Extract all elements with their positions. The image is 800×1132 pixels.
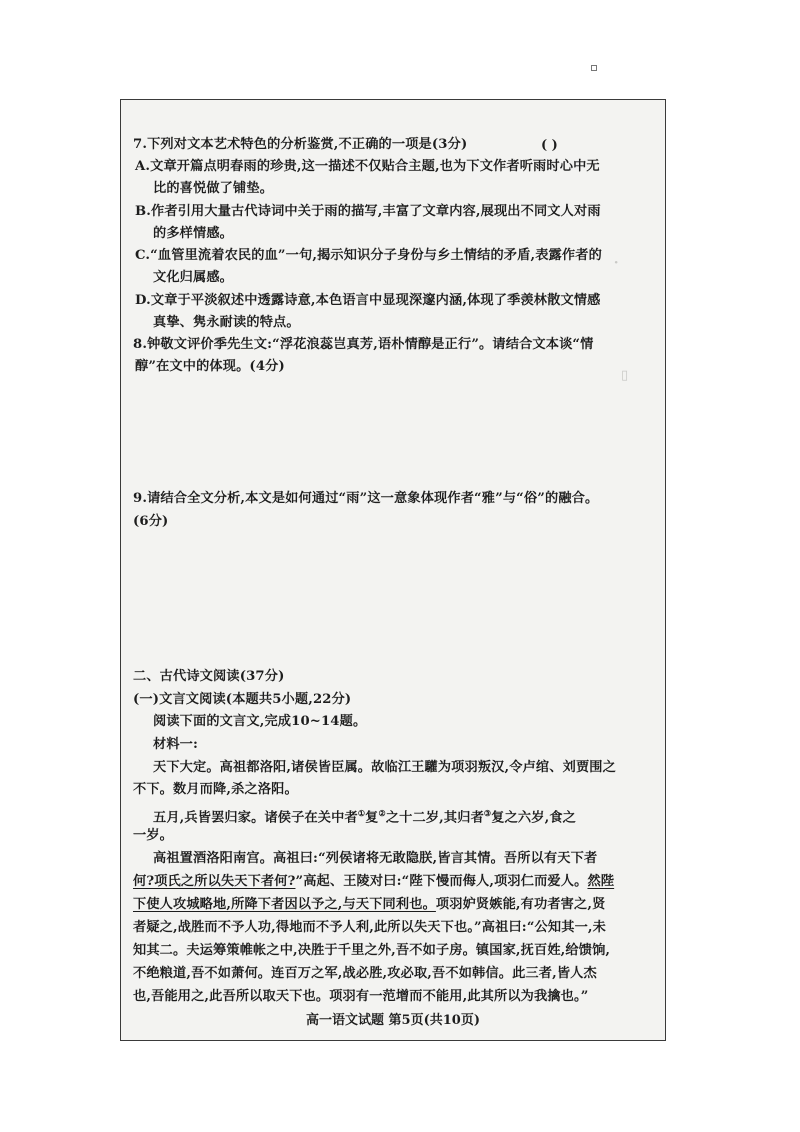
q7-option-c-line2: 文化归属感。 [153, 270, 234, 285]
q7-option-a-line1: A.文章开篇点明春雨的珍贵,这一描述不仅贴合主题,也为下文作者听雨时心中无 [135, 159, 600, 174]
passage-line: 也,吾能用之,此吾所以取天下也。项羽有一范增而不能用,此其所以为我擒也。” [133, 989, 589, 1004]
material-label: 材料一: [153, 737, 199, 752]
instruction: 阅读下面的文言文,完成10~14题。 [153, 714, 367, 729]
passage-text: 五月,兵皆罢归家。诸侯子在关中者 [153, 810, 358, 826]
bleed-mark: · [613, 250, 620, 274]
passage-line: 不绝粮道,吾不如萧何。连百万之军,战必胜,攻必取,吾不如韩信。此三者,皆人杰 [133, 966, 597, 981]
q9-stem-line1: 9.请结合全文分析,本文是如何通过“雨”这一意象体现作者“雅”与“俗”的融合。 [133, 491, 599, 506]
answer-bracket: ( ) [541, 138, 558, 153]
footnote-mark: ① [357, 808, 366, 818]
q7-option-d-line2: 真挚、隽永耐读的特点。 [153, 315, 300, 330]
q8-stem-line2: 醇”在文中的体现。(4分) [135, 359, 285, 374]
passage-line [133, 873, 614, 891]
passage-line [153, 804, 576, 827]
passage-line: 高祖置酒洛阳南宫。高祖曰:“列侯诸将无敢隐朕,皆言其情。吾所以有天下者 [153, 851, 598, 866]
q8-stem-line1: 8.钟敬文评价季先生文:“浮花浪蕊岂真芳,语朴情醇是正行”。请结合文本谈“情 [133, 337, 594, 352]
q9-stem-line2: (6分) [133, 514, 169, 529]
underlined-sentence: 下使人攻城略地,所降下者因以予之,与天下同利也。 [133, 897, 436, 912]
passage-text: 复 [365, 810, 379, 826]
bleed-mark: ▯ [621, 368, 629, 383]
passage-line: 不下。数月而降,杀之洛阳。 [133, 782, 298, 797]
corner-mark [591, 65, 597, 71]
footnote-mark: ② [378, 808, 386, 818]
q7-option-c-line1: C.“血管里流着农民的血”一句,揭示知识分子身份与乡土情结的矛盾,表露作者的 [135, 248, 602, 263]
passage-line: 者疑之,战胜而不予人功,得地而不予人利,此所以失天下也。”高祖曰:“公知其一,未 [133, 920, 606, 935]
q7-option-a-line2: 比的喜悦做了铺垫。 [153, 181, 274, 196]
passage-text: ”高起、王陵对曰:“陛下慢而侮人,项羽仁而爱人。 [295, 874, 588, 889]
q7-option-d-line1: D.文章于平淡叙述中透露诗意,本色语言中显现深邃内涵,体现了季羡林散文情感 [135, 293, 601, 308]
passage-text: 复之六岁,食之 [491, 810, 577, 826]
passage-text: 项羽妒贤嫉能,有功者害之,贤 [435, 897, 606, 912]
passage-line: 天下大定。高祖都洛阳,诸侯皆臣属。故临江王驩为项羽叛汉,令卢绾、刘贾围之 [153, 760, 616, 775]
passage-line: 一岁。 [133, 828, 174, 843]
underlined-sentence: 然陛 [587, 874, 615, 889]
q7-option-b-line1: B.作者引用大量古代诗词中关于雨的描写,丰富了文章内容,展现出不同文人对雨 [135, 204, 601, 219]
underlined-sentence: 何?项氏之所以失天下者何? [133, 874, 296, 889]
q7-stem: 7.下列对文本艺术特色的分析鉴赏,不正确的一项是(3分) [133, 137, 468, 152]
exam-page [120, 99, 666, 1041]
passage-text: 之十二岁,其归者 [385, 810, 484, 826]
page-footer: 高一语文试题 第5页(共10页) [306, 1013, 480, 1028]
footnote-mark: ③ [483, 808, 492, 818]
subsection-title: (一)文言文阅读(本题共5小题,22分) [133, 692, 352, 707]
q7-option-b-line2: 的多样情感。 [153, 226, 234, 241]
passage-line: 知其二。夫运筹策帷帐之中,决胜于千里之外,吾不如子房。镇国家,抚百姓,给馈饷, [133, 943, 611, 958]
passage-line [133, 896, 605, 914]
section-title: 二、古代诗文阅读(37分) [133, 669, 285, 684]
